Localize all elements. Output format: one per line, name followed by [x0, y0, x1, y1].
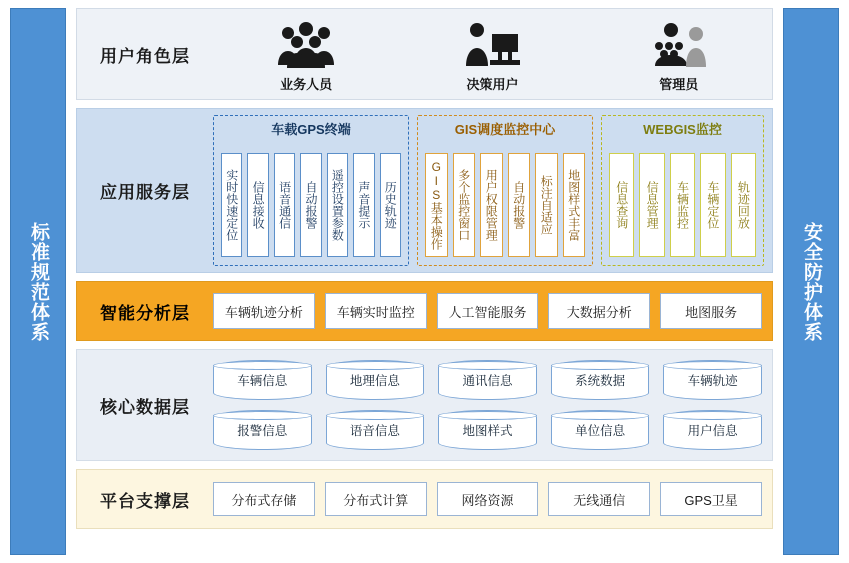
role-label: 管理员: [659, 77, 699, 92]
app-item[interactable]: 信息管理: [639, 153, 664, 257]
app-item[interactable]: 信息接收: [247, 153, 268, 257]
layer-platform-support-title: 平台支撑层: [100, 491, 190, 511]
group-title: WEBGIS监控: [643, 122, 722, 137]
app-item[interactable]: 轨迹回放: [731, 153, 756, 257]
database-cylinder[interactable]: [663, 410, 762, 450]
database-label: 地理信息: [349, 374, 400, 388]
layer-core-data-title: 核心数据层: [100, 397, 190, 417]
database-cylinder[interactable]: [663, 360, 762, 400]
app-item[interactable]: 信息查询: [609, 153, 634, 257]
person-board-icon: [462, 18, 522, 70]
analysis-item[interactable]: 车辆轨迹分析: [213, 293, 315, 329]
database-label: 通讯信息: [462, 374, 513, 388]
database-cylinder[interactable]: [326, 410, 425, 450]
app-item[interactable]: 实时快速定位: [221, 153, 242, 257]
app-item[interactable]: 车辆定位: [700, 153, 725, 257]
platform-item[interactable]: GPS卫星: [660, 482, 762, 516]
analysis-item[interactable]: 地图服务: [660, 293, 762, 329]
database-cylinder[interactable]: [326, 360, 425, 400]
analysis-item[interactable]: 大数据分析: [548, 293, 650, 329]
group-vehicle-gps-terminal: [213, 115, 409, 266]
layer-user-roles: [76, 8, 773, 100]
role-business-staff: [231, 18, 381, 93]
layer-platform-support: [76, 469, 773, 529]
app-item[interactable]: 历史轨迹: [380, 153, 401, 257]
layer-stack: [76, 8, 773, 555]
app-item[interactable]: 自动报警: [508, 153, 531, 257]
right-pillar-label: 安全防护体系: [801, 221, 822, 342]
app-item[interactable]: 语音通信: [274, 153, 295, 257]
left-pillar-label: 标准规范体系: [28, 221, 49, 342]
right-pillar-security-system: [783, 8, 839, 555]
role-decision-user: [417, 18, 567, 93]
layer-application-service: [76, 108, 773, 273]
database-cylinder[interactable]: [438, 360, 537, 400]
database-cylinder[interactable]: [213, 360, 312, 400]
platform-item[interactable]: 分布式计算: [325, 482, 427, 516]
database-label: 单位信息: [575, 424, 626, 438]
app-item[interactable]: 声音提示: [353, 153, 374, 257]
platform-item[interactable]: 分布式存储: [213, 482, 315, 516]
core-data-row-1: [213, 360, 762, 400]
application-service-groups: [213, 109, 772, 272]
layer-core-data: [76, 349, 773, 461]
core-data-row-2: [213, 410, 762, 450]
analysis-item[interactable]: 人工智能服务: [437, 293, 539, 329]
group-webgis-monitoring: [601, 115, 764, 266]
left-pillar-standard-system: [10, 8, 66, 555]
database-cylinder[interactable]: [551, 410, 650, 450]
admin-people-icon: [649, 18, 709, 70]
database-label: 系统数据: [575, 374, 626, 388]
layer-application-service-title: 应用服务层: [100, 183, 190, 202]
role-administrator: [604, 18, 754, 93]
group-title: 车载GPS终端: [271, 122, 351, 137]
app-item[interactable]: GIS基本操作: [425, 153, 448, 257]
layer-intelligent-analysis-title: 智能分析层: [100, 303, 190, 323]
layer-user-roles-title: 用户角色层: [100, 46, 190, 66]
intelligent-analysis-items: [213, 282, 772, 340]
app-item[interactable]: 用户权限管理: [480, 153, 503, 257]
platform-item[interactable]: 网络资源: [437, 482, 539, 516]
app-item[interactable]: 自动报警: [300, 153, 321, 257]
database-cylinder[interactable]: [213, 410, 312, 450]
group-gis-dispatch-center: [417, 115, 593, 266]
app-item[interactable]: 多个监控窗口: [453, 153, 476, 257]
database-label: 车辆轨迹: [687, 374, 738, 388]
group-people-icon: [274, 18, 338, 70]
app-item[interactable]: 标注自适应: [535, 153, 558, 257]
app-item[interactable]: 遥控设置参数: [327, 153, 348, 257]
database-cylinder[interactable]: [438, 410, 537, 450]
group-title: GIS调度监控中心: [454, 122, 556, 137]
database-label: 报警信息: [237, 424, 288, 438]
analysis-item[interactable]: 车辆实时监控: [325, 293, 427, 329]
user-roles-items: [213, 9, 772, 99]
core-data-items: [213, 350, 772, 460]
app-item[interactable]: 车辆监控: [670, 153, 695, 257]
database-cylinder[interactable]: [551, 360, 650, 400]
role-label: 决策用户: [466, 77, 519, 92]
database-label: 地图样式: [462, 424, 513, 438]
database-label: 车辆信息: [237, 374, 288, 388]
platform-item[interactable]: 无线通信: [548, 482, 650, 516]
app-item[interactable]: 地图样式丰富: [563, 153, 586, 257]
role-label: 业务人员: [280, 77, 333, 92]
layer-intelligent-analysis: [76, 281, 773, 341]
database-label: 语音信息: [349, 424, 400, 438]
platform-support-items: [213, 470, 772, 528]
database-label: 用户信息: [687, 424, 738, 438]
